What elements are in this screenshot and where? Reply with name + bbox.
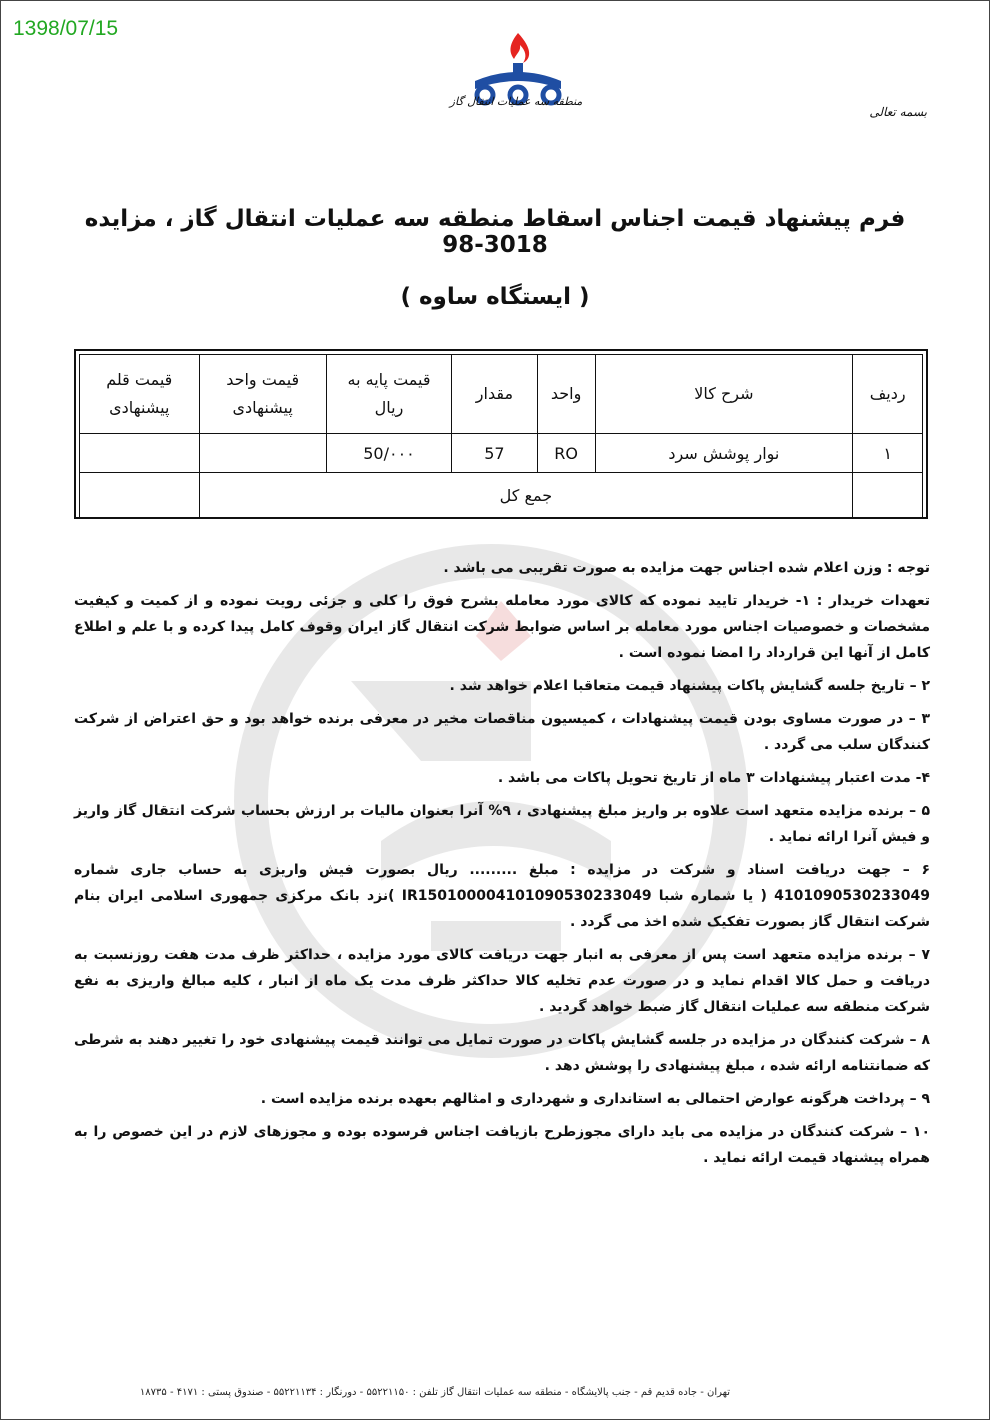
page-footer: تهران - جاده قدیم قم - جنب پالایشگاه - منطقه سه عملیات انتقال گاز تلفن : ۵۵۲۲۱۱۵۰ - دورنگار : ۵۵۲۲۱۱۳۴ - صندوق پستی : ۴۱۷۱ - ۱۸۷۳۵ (139, 1387, 731, 1398)
note-paragraph: ۶ – جهت دریافت اسناد و شرکت در مزایده : مبلغ ......... ریال بصورت فیش واریزی به حساب جاری شماره 4101090530233049 ( یا شماره شبا IR150100004101090530233049 )نزد بانک مرکزی جمهوری اسلامی ایران بنام شرکت انتقال گاز بصورت تفکیک شده اخذ می گردد . (74, 862, 930, 930)
total-label-spacer (853, 473, 923, 518)
total-label: جمع کل (199, 473, 853, 518)
header-unit: واحد (537, 355, 595, 434)
note-paragraph: ۴- مدت اعتبار پیشنهادات ۳ ماه از تاریخ تحویل پاکات می باشد . (497, 770, 930, 786)
header-total-price: قیمت قلم پیشنهادی (80, 355, 200, 434)
items-table-frame (74, 349, 928, 519)
cell-base-price: 50/۰۰۰ (326, 434, 451, 473)
items-table (79, 354, 923, 518)
page-subtitle: ( ایستگاه ساوه ) (400, 284, 590, 310)
total-value[interactable] (80, 473, 200, 518)
note-paragraph: ۱۰ – شرکت کنندگان در مزایده می باید دارای مجوزطرح بازیافت اجناس فرسوده بوده و مجوزهای لازم در این خصوص را به همراه پیشنهاد قیمت ارائه نماید . (74, 1124, 930, 1166)
note-paragraph: توجه : وزن اعلام شده اجناس جهت مزایده به صورت تقریبی می باشد . (443, 560, 930, 576)
date-stamp: 1398/07/15 (13, 17, 119, 40)
header-quantity: مقدار (452, 355, 538, 434)
note-paragraph: ۳ – در صورت مساوی بودن قیمت پیشنهادات ، کمیسیون مناقصات مخیر در معرفی برنده خواهد بود و حق اعتراض از شرکت کنندگان سلب می گردد . (74, 711, 930, 753)
note-paragraph: ۸ – شرکت کنندگان در مزایده در جلسه گشایش پاکات در صورت تمایل می توانند قیمت پیشنهادی خود را تغییر دهند به شرطی که ضمانتنامه ارائه شده ، مبلغ پیشنهادی را پوشش دهد . (74, 1032, 930, 1074)
cell-description: نوار پوشش سرد (595, 434, 853, 473)
page-title: فرم پیشنهاد قیمت اجناس اسقاط منطقه سه عملیات انتقال گاز ، مزایده 3018-98 (84, 206, 906, 258)
terms-section (74, 555, 930, 1178)
basmala: بسمه تعالی (869, 105, 927, 119)
cell-total-price[interactable] (80, 434, 200, 473)
cell-unit-price[interactable] (199, 434, 326, 473)
table-total-row (80, 473, 923, 518)
cell-row-no: ۱ (853, 434, 923, 473)
note-paragraph: ۷ – برنده مزایده متعهد است پس از معرفی به انبار جهت دریافت کالای مورد مزایده ، حداکثر ظرف مدت هفت روزنسبت به دریافت و حمل کالا اقدام نماید و در صورت عدم تخلیه کالا حداکثر ظرف مدت یک ماه از انبار ، کلیه مبالغ واریزی به نفع شرکت منطقه سه عملیات انتقال گاز ضبط خواهد گردید . (74, 947, 930, 1015)
header-description: شرح کالا (595, 355, 853, 434)
table-row (80, 434, 923, 473)
header-unit-price: قیمت واحد پیشنهادی (199, 355, 326, 434)
table-header-row (80, 355, 923, 434)
cell-unit: RO (537, 434, 595, 473)
note-paragraph: ۲ – تاریخ جلسه گشایش پاکات پیشنهاد قیمت متعاقبا اعلام خواهد شد . (449, 678, 930, 694)
header-row-no: ردیف (853, 355, 923, 434)
cell-quantity: 57 (452, 434, 538, 473)
logo-caption: منطقه سه عملیات انتقال گاز (449, 95, 583, 108)
header-base-price: قیمت پایه به ریال (326, 355, 451, 434)
note-paragraph: ۵ – برنده مزایده متعهد است علاوه بر واریز مبلغ پیشنهادی ، ۹% آنرا بعنوان مالیات بر ارزش بحساب شرکت انتقال گاز واریز و فیش آنرا ارائه نماید . (74, 803, 931, 845)
note-paragraph: تعهدات خریدار : ۱- خریدار تایید نموده که کالای مورد معامله بشرح فوق را کلی و جزئی رویت نموده و از کمیت و کیفیت مشخصات و خصوصیات اجناس مورد معامله بر اساس ضوابط شرکت انتقال گاز ایران وقوف کامل پیدا کرده و با علم و اطلاع کامل از آنها این قرارداد را امضا نموده است . (74, 593, 931, 661)
company-logo-icon (463, 29, 573, 125)
note-paragraph: ۹ – پرداخت هرگونه عوارض احتمالی به استانداری و شهرداری و امثالهم بعهده برنده مزایده است . (260, 1091, 930, 1107)
